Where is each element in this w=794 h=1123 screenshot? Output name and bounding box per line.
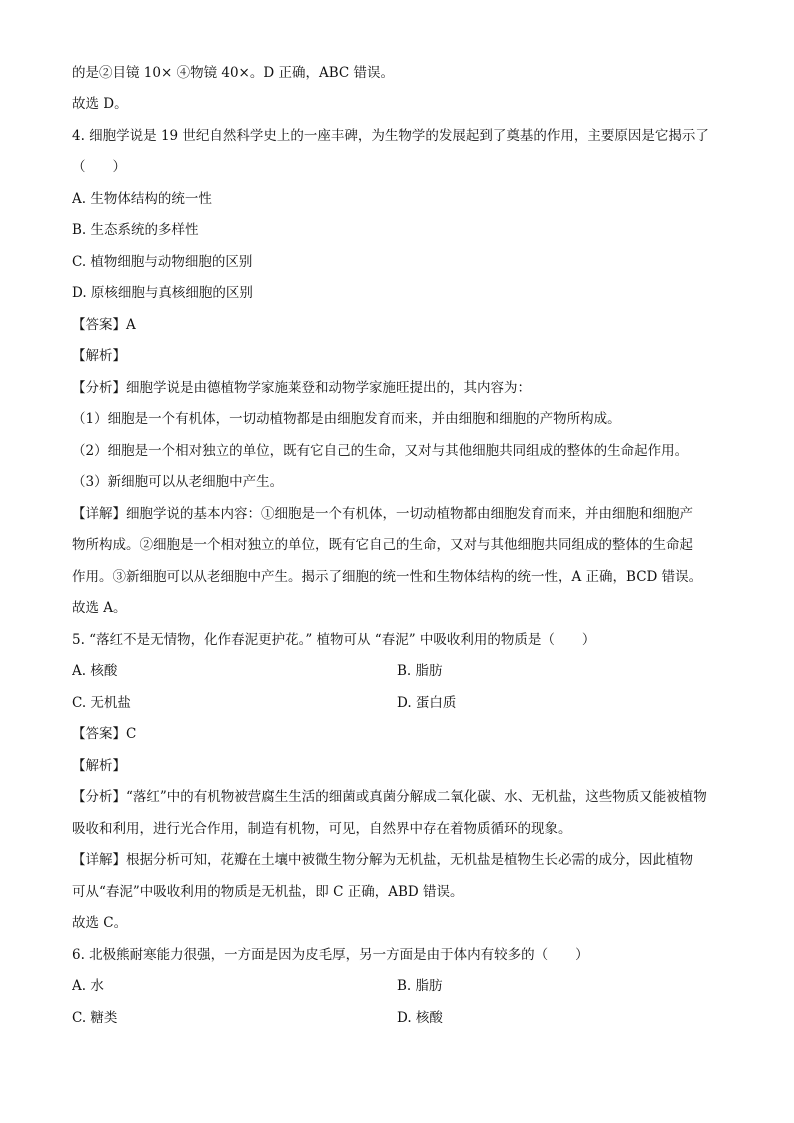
question-4-stem: 4. 细胞学说是 19 世纪自然科学史上的一座丰碑，为生物学的发展起到了奠基的作用，主要原因是它揭示了 [72,128,709,144]
answer-label: 【答案】C [72,726,137,742]
detail-text: 作用。③新细胞可以从老细胞中产生。揭示了细胞的统一性和生物体结构的统一性，A 正确，BCD 错误。 [72,569,703,585]
option-a: A. 核酸 [72,663,118,679]
option-b: B. 脂肪 [397,978,443,994]
question-5-stem: 5. “落红不是无情物，化作春泥更护花。” 植物可从 “春泥” 中吸收利用的物质是（ ） [72,632,596,648]
option-d: D. 原核细胞与真核细胞的区别 [72,285,253,301]
text-line: 故选 D。 [72,96,128,112]
option-c: C. 植物细胞与动物细胞的区别 [72,254,253,270]
option-d: D. 蛋白质 [397,695,457,711]
analysis-heading: 【解析】 [72,758,126,774]
answer-label: 【答案】A [72,317,136,333]
analysis-point: （2）细胞是一个相对独立的单位，既有它自己的生命，又对与其他细胞共同组成的整体的生命起作用。 [72,443,689,459]
question-6-stem: 6. 北极熊耐寒能力很强，一方面是因为皮毛厚，另一方面是由于体内有较多的（ ） [72,947,589,963]
option-b: B. 生态系统的多样性 [72,222,199,238]
analysis-heading: 【解析】 [72,348,126,364]
option-a: A. 水 [72,978,104,994]
option-b: B. 脂肪 [397,663,443,679]
detail-text: 物所构成。②细胞是一个相对独立的单位，既有它自己的生命，又对与其他细胞共同组成的整体的生命起 [72,537,693,553]
option-c: C. 糖类 [72,1010,118,1026]
text-line: 的是②目镜 10× ④物镜 40×。D 正确，ABC 错误。 [72,65,395,81]
detail-text: 【详解】根据分析可知，花瓣在土壤中被微生物分解为无机盐，无机盐是植物生长必需的成分，因此植物 [72,852,693,868]
option-d: D. 核酸 [397,1010,443,1026]
choice-line: 故选 A。 [72,600,127,616]
analysis-text: 【分析】细胞学说是由德植物学家施莱登和动物学家施旺提出的，其内容为： [72,380,531,396]
option-c: C. 无机盐 [72,695,131,711]
analysis-point: （3）新细胞可以从老细胞中产生。 [72,474,284,490]
analysis-text: 【分析】“落红”中的有机物被营腐生生活的细菌或真菌分解成二氧化碳、水、无机盐，这些物质又能被植物 [72,789,707,805]
option-a: A. 生物体结构的统一性 [72,191,212,207]
analysis-text: 吸收和利用，进行光合作用，制造有机物，可见，自然界中存在着物质循环的现象。 [72,821,572,837]
detail-text: 【详解】细胞学说的基本内容：①细胞是一个有机体，一切动植物都由细胞发育而来，并由细胞和细胞产 [72,506,693,522]
answer-blank: （ ） [72,159,126,175]
choice-line: 故选 C。 [72,915,128,931]
analysis-point: （1）细胞是一个有机体，一切动植物都是由细胞发育而来，并由细胞和细胞的产物所构成。 [72,411,621,427]
detail-text: 可从“春泥”中吸收利用的物质是无机盐，即 C 正确，ABD 错误。 [72,884,464,900]
